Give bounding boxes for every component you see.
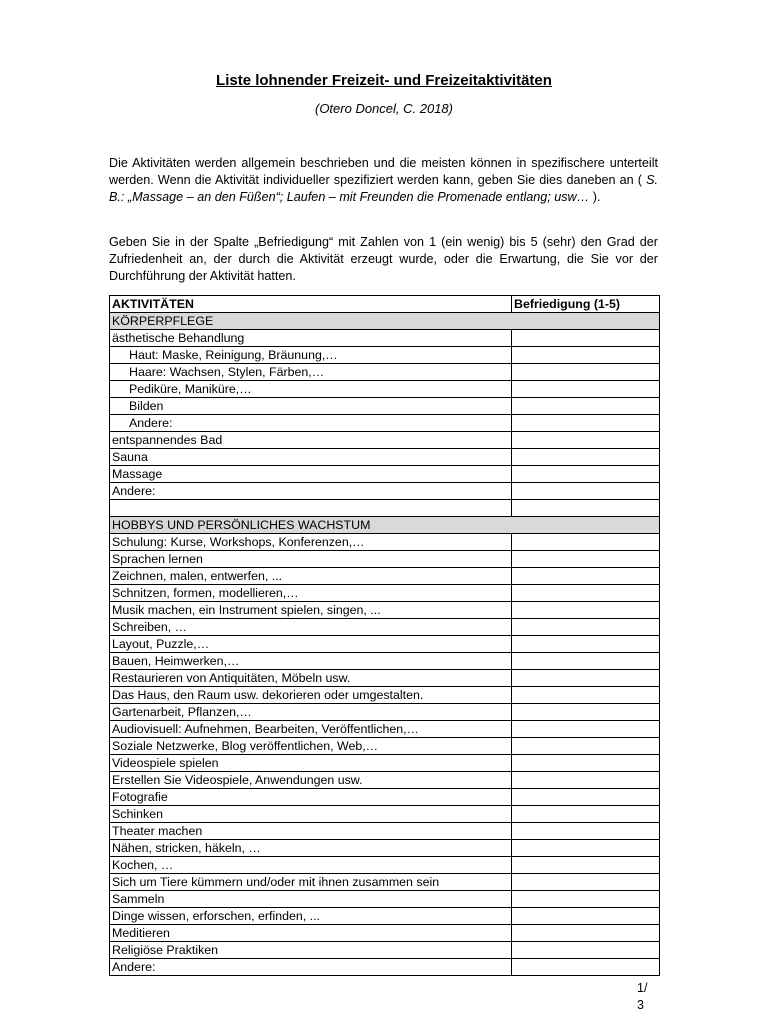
table-row xyxy=(110,398,660,415)
satisfaction-cell[interactable] xyxy=(512,449,660,466)
satisfaction-cell[interactable] xyxy=(512,568,660,585)
table-row xyxy=(110,925,660,942)
activity-cell: Gartenarbeit, Pflanzen,… xyxy=(110,704,512,721)
activity-cell: Nähen, stricken, häkeln, … xyxy=(110,840,512,857)
activity-cell: Bilden xyxy=(110,398,512,415)
satisfaction-cell[interactable] xyxy=(512,891,660,908)
satisfaction-cell[interactable] xyxy=(512,738,660,755)
satisfaction-cell[interactable] xyxy=(512,840,660,857)
table-row xyxy=(110,738,660,755)
activity-cell: Videospiele spielen xyxy=(110,755,512,772)
activity-cell: Bauen, Heimwerken,… xyxy=(110,653,512,670)
activity-cell: Erstellen Sie Videospiele, Anwendungen usw. xyxy=(110,772,512,789)
section-label: HOBBYS UND PERSÖNLICHES WACHSTUM xyxy=(110,517,660,534)
activity-cell: Soziale Netzwerke, Blog veröffentlichen, Web,… xyxy=(110,738,512,755)
satisfaction-cell[interactable] xyxy=(512,687,660,704)
activity-cell: ästhetische Behandlung xyxy=(110,330,512,347)
header-satisfaction: Befriedigung (1-5) xyxy=(512,296,660,313)
satisfaction-cell[interactable] xyxy=(512,381,660,398)
satisfaction-cell[interactable] xyxy=(512,653,660,670)
instructions-paragraph-1 xyxy=(109,155,658,206)
activity-cell: Sprachen lernen xyxy=(110,551,512,568)
table-row xyxy=(110,534,660,551)
table-row xyxy=(110,364,660,381)
activity-cell: Restaurieren von Antiquitäten, Möbeln usw. xyxy=(110,670,512,687)
activity-cell: Sich um Tiere kümmern und/oder mit ihnen zusammen sein xyxy=(110,874,512,891)
activity-cell: Fotografie xyxy=(110,789,512,806)
table-row xyxy=(110,432,660,449)
table-row xyxy=(110,874,660,891)
table-row xyxy=(110,755,660,772)
table-row xyxy=(110,347,660,364)
activity-cell: Audiovisuell: Aufnehmen, Bearbeiten, Veröffentlichen,… xyxy=(110,721,512,738)
table-row xyxy=(110,704,660,721)
activity-cell: Sammeln xyxy=(110,891,512,908)
activity-cell: Theater machen xyxy=(110,823,512,840)
satisfaction-cell[interactable] xyxy=(512,534,660,551)
page-number: 1/ 3 xyxy=(637,981,648,1012)
activity-cell: Kochen, … xyxy=(110,857,512,874)
satisfaction-cell[interactable] xyxy=(512,602,660,619)
section-header-row xyxy=(110,517,660,534)
activity-cell: Pediküre, Maniküre,… xyxy=(110,381,512,398)
activity-cell: Massage xyxy=(110,466,512,483)
table-row xyxy=(110,653,660,670)
document-subtitle: (Otero Doncel, C. 2018) xyxy=(314,101,453,116)
satisfaction-cell[interactable] xyxy=(512,466,660,483)
activity-cell: Religiöse Praktiken xyxy=(110,942,512,959)
satisfaction-cell[interactable] xyxy=(512,755,660,772)
table-row xyxy=(110,789,660,806)
satisfaction-cell[interactable] xyxy=(512,585,660,602)
table-row xyxy=(110,857,660,874)
satisfaction-cell[interactable] xyxy=(512,857,660,874)
table-row xyxy=(110,891,660,908)
satisfaction-cell[interactable] xyxy=(512,432,660,449)
satisfaction-cell[interactable] xyxy=(512,772,660,789)
table-row xyxy=(110,551,660,568)
satisfaction-cell[interactable] xyxy=(512,823,660,840)
table-row xyxy=(110,636,660,653)
paragraph1-example: S. B.: „Massage – an den Füßen“; Laufen – mit Freunden die Promenade entlang; usw… xyxy=(109,173,658,204)
table-row xyxy=(110,823,660,840)
satisfaction-cell[interactable] xyxy=(512,806,660,823)
satisfaction-cell[interactable] xyxy=(512,364,660,381)
table-row xyxy=(110,908,660,925)
instructions-paragraph-2: Geben Sie in der Spalte „Befriedigung“ mit Zahlen von 1 (ein wenig) bis 5 (sehr) den Grad der Zufriedenheit an, der durch die Aktivität erzeugt wurde, oder die Erwartung, die Sie vor der Durchführung der Aktivität hatten. xyxy=(109,235,658,283)
table-row xyxy=(110,942,660,959)
satisfaction-cell[interactable] xyxy=(512,704,660,721)
table-row xyxy=(110,483,660,500)
satisfaction-cell[interactable] xyxy=(512,670,660,687)
activity-cell: Sauna xyxy=(110,449,512,466)
activity-cell: Schinken xyxy=(110,806,512,823)
satisfaction-cell[interactable] xyxy=(512,874,660,891)
satisfaction-cell[interactable] xyxy=(512,330,660,347)
activities-table xyxy=(109,295,660,976)
section-label: KÖRPERPFLEGE xyxy=(110,313,660,330)
activity-cell: Haut: Maske, Reinigung, Bräunung,… xyxy=(110,347,512,364)
section-header-row xyxy=(110,313,660,330)
table-row xyxy=(110,466,660,483)
activity-cell: Layout, Puzzle,… xyxy=(110,636,512,653)
document-title: Liste lohnender Freizeit- und Freizeitaktivitäten xyxy=(216,72,552,89)
activity-cell: Zeichnen, malen, entwerfen, ... xyxy=(110,568,512,585)
table-row xyxy=(110,381,660,398)
activity-cell: entspannendes Bad xyxy=(110,432,512,449)
activity-cell: Schulung: Kurse, Workshops, Konferenzen,… xyxy=(110,534,512,551)
satisfaction-cell[interactable] xyxy=(512,551,660,568)
table-row xyxy=(110,670,660,687)
satisfaction-cell[interactable] xyxy=(512,500,660,517)
satisfaction-cell[interactable] xyxy=(512,483,660,500)
table-row xyxy=(110,772,660,789)
satisfaction-cell[interactable] xyxy=(512,942,660,959)
activity-cell: Dinge wissen, erforschen, erfinden, ... xyxy=(110,908,512,925)
satisfaction-cell[interactable] xyxy=(512,789,660,806)
table-row xyxy=(110,959,660,976)
table-row xyxy=(110,568,660,585)
satisfaction-cell[interactable] xyxy=(512,959,660,976)
satisfaction-cell[interactable] xyxy=(512,398,660,415)
table-row xyxy=(110,806,660,823)
satisfaction-cell[interactable] xyxy=(512,721,660,738)
satisfaction-cell[interactable] xyxy=(512,925,660,942)
table-row xyxy=(110,500,660,517)
table-row xyxy=(110,415,660,432)
header-activities: AKTIVITÄTEN xyxy=(110,296,512,313)
table-row xyxy=(110,330,660,347)
satisfaction-cell[interactable] xyxy=(512,619,660,636)
activity-cell: Das Haus, den Raum usw. dekorieren oder umgestalten. xyxy=(110,687,512,704)
satisfaction-cell[interactable] xyxy=(512,415,660,432)
activity-cell: Schreiben, … xyxy=(110,619,512,636)
table-row xyxy=(110,619,660,636)
activity-cell: Haare: Wachsen, Stylen, Färben,… xyxy=(110,364,512,381)
table-row xyxy=(110,602,660,619)
satisfaction-cell[interactable] xyxy=(512,347,660,364)
satisfaction-cell[interactable] xyxy=(512,908,660,925)
activity-cell: Meditieren xyxy=(110,925,512,942)
paragraph1-end: ). xyxy=(589,190,601,204)
activity-cell: Schnitzen, formen, modellieren,… xyxy=(110,585,512,602)
satisfaction-cell[interactable] xyxy=(512,636,660,653)
table-row xyxy=(110,449,660,466)
activity-cell: Andere: xyxy=(110,483,512,500)
activity-cell: Andere: xyxy=(110,415,512,432)
table-row xyxy=(110,687,660,704)
activity-cell: Andere: xyxy=(110,959,512,976)
activity-cell xyxy=(110,500,512,517)
table-row xyxy=(110,585,660,602)
table-header-row xyxy=(110,296,660,313)
table-row xyxy=(110,840,660,857)
paragraph1-text: Die Aktivitäten werden allgemein beschrieben und die meisten können in spezifischere unterteilt werden. Wenn die Aktivität individueller spezifiziert werden kann, geben Sie dies daneben an ( xyxy=(109,156,658,187)
activity-cell: Musik machen, ein Instrument spielen, singen, ... xyxy=(110,602,512,619)
table-row xyxy=(110,721,660,738)
